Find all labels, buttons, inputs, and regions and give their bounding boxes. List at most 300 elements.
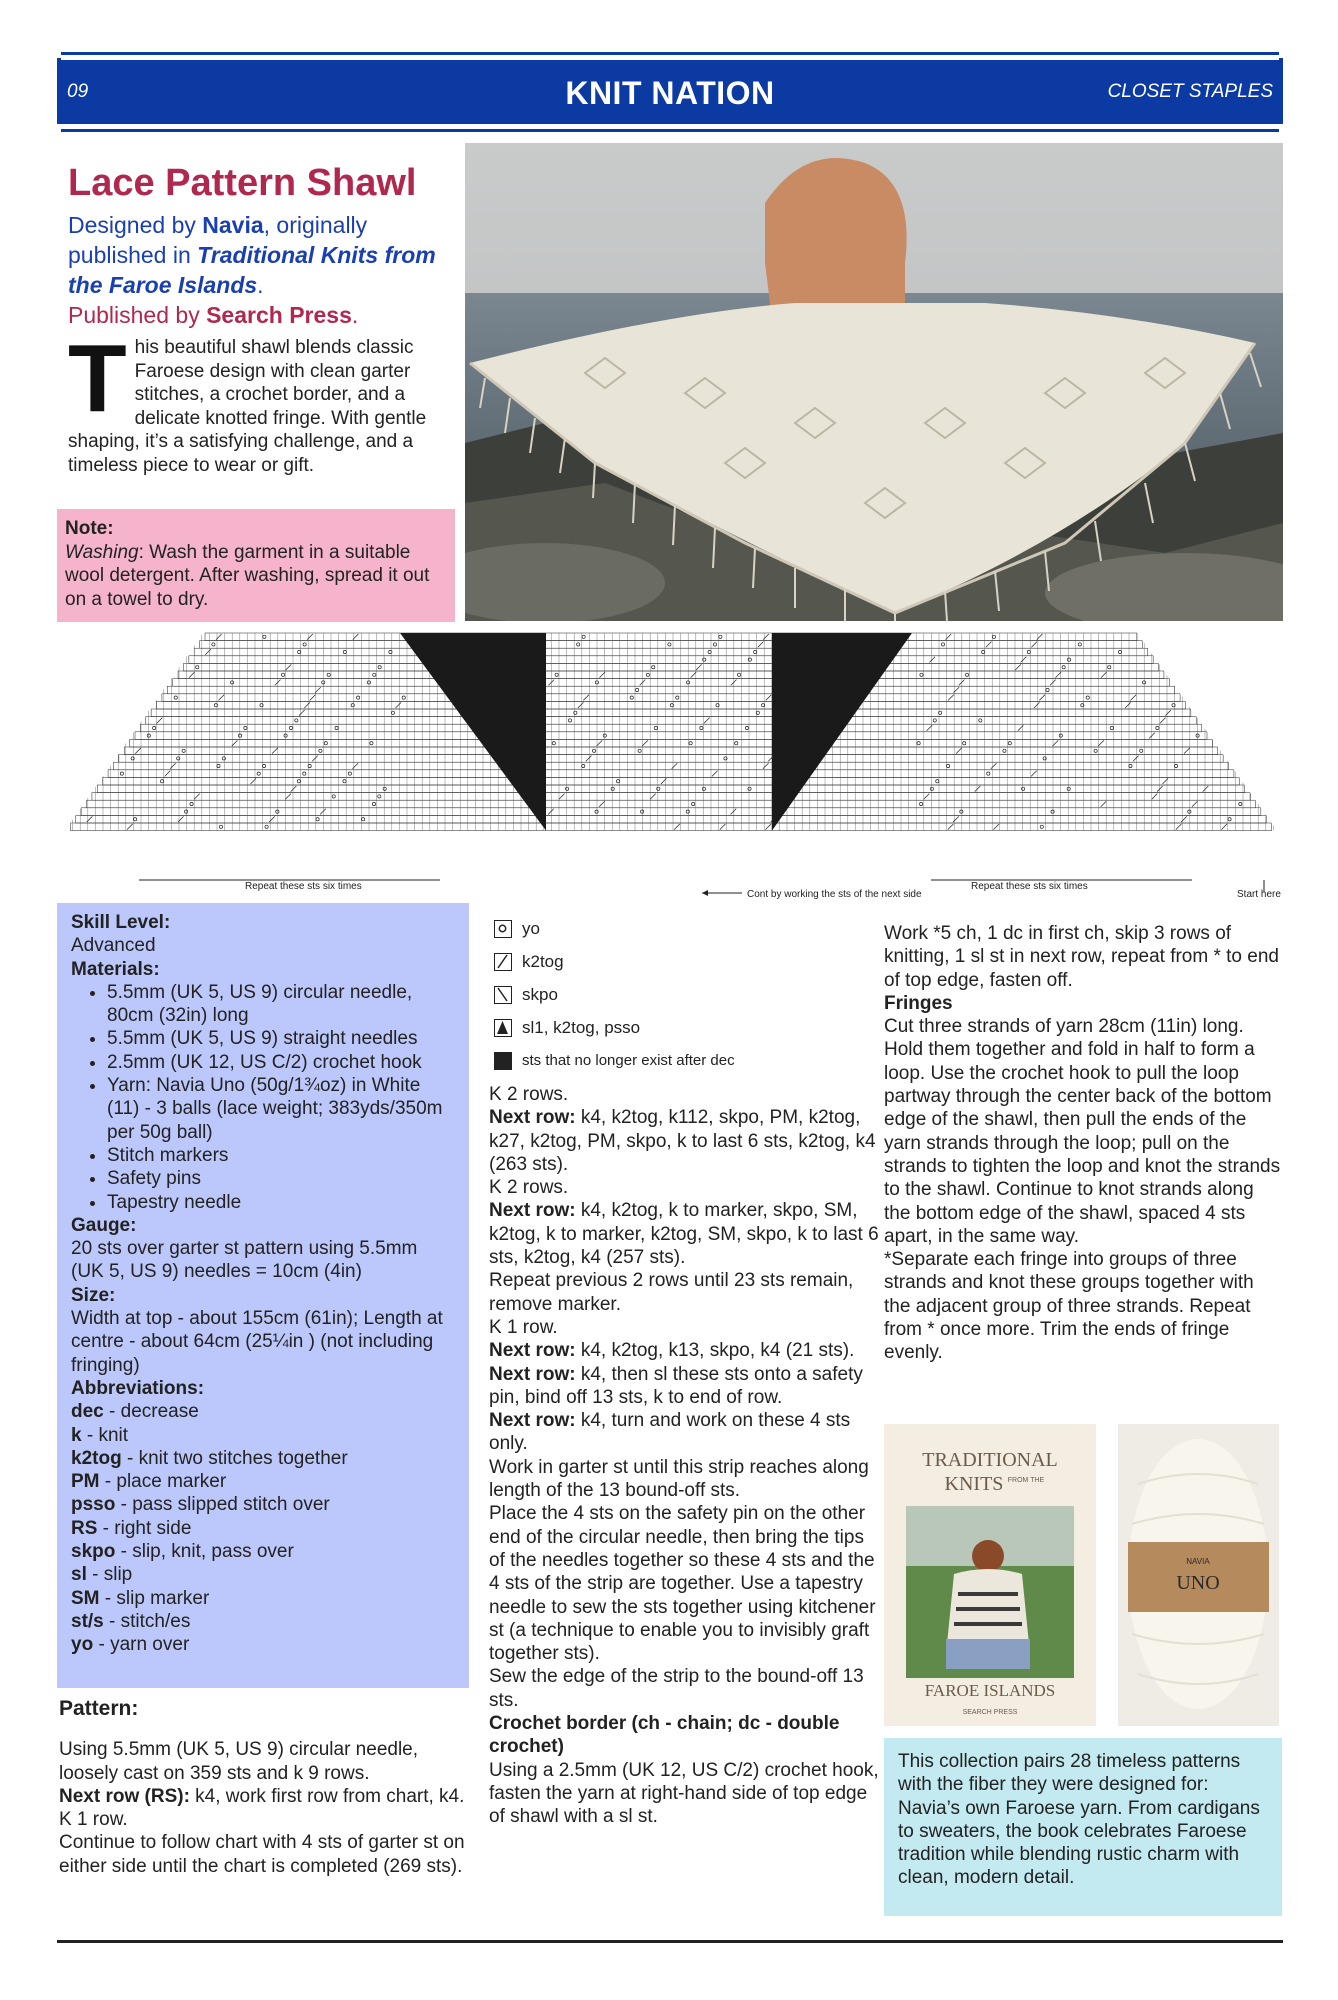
chart-stitch-symbol [586, 756, 592, 762]
chart-stitch-symbol [657, 787, 660, 790]
chart-stitch-symbol [157, 718, 163, 724]
chart-stitch-symbol [1046, 688, 1049, 691]
chart-stitch-symbol [348, 772, 351, 775]
designer-name: Navia [202, 212, 264, 238]
chart-row [124, 747, 1218, 755]
credit-text: , originally published in [68, 212, 368, 268]
finishing-column [884, 922, 1284, 1365]
chart-stitch-symbol [190, 802, 193, 805]
chart-stitch-symbol [1203, 786, 1209, 792]
chart-stitch-symbol [244, 726, 247, 729]
chart-stitch-symbol [708, 650, 711, 653]
chart-stitch-symbol [205, 649, 211, 655]
chart-stitch-symbol [1239, 802, 1242, 805]
abbr-value: - pass slipped stitch over [115, 1494, 330, 1516]
chart-stitch-symbol [212, 643, 215, 646]
crochet-border-heading: Crochet border (ch - chain; dc - double crochet) [489, 1713, 840, 1758]
lead-paragraph [68, 325, 458, 477]
instruction-text: k4, k2tog, k13, skpo, k4 (21 sts). [575, 1340, 855, 1362]
chart-stitch-symbol [1067, 787, 1070, 790]
pattern-para: Continue to follow chart with 4 sts of garter st on either side until the chart is completed (269 sts). [59, 1832, 465, 1877]
chart-stitch-symbol [583, 695, 589, 701]
designer-credit [68, 210, 458, 300]
chart-stitch-symbol [603, 734, 606, 737]
chart-stitch-symbol [616, 780, 619, 783]
chart-stitch-symbol [696, 664, 702, 670]
abbr-value: - slip [86, 1564, 133, 1586]
book-title: Traditional Knits from the Faroe Islands [68, 242, 436, 298]
pattern-para: Using 5.5mm (UK 5, US 9) circular needle, loosely cast on 359 sts and k 9 rows. [59, 1739, 419, 1784]
skill-heading: Skill Level: [71, 912, 171, 933]
chart-stitch-symbol [263, 635, 266, 638]
chart-stitch-symbol [1015, 664, 1021, 670]
chart-stitch-symbol [956, 748, 962, 754]
chart-row [194, 648, 1148, 656]
chart-stitch-symbol [1031, 642, 1037, 648]
chart-row [119, 755, 1223, 763]
chart-stitch-symbol [599, 801, 605, 807]
chart-stitch-symbol [372, 802, 375, 805]
chart-stitch-symbol [719, 635, 722, 638]
chart-stitch-symbol [1062, 666, 1065, 669]
abbreviation-item [71, 1517, 455, 1540]
chart-stitch-symbol [578, 702, 584, 708]
chart-start-label: Start here [1237, 889, 1281, 900]
instruction-text: k4, then sl these sts onto a safety pin, bind off 13 sts, k to end of row. [489, 1363, 863, 1408]
chart-stitch-symbol [641, 810, 644, 813]
yarn-brand: NAVIA [1186, 1557, 1210, 1566]
instruction-label: Next row: [489, 1107, 576, 1129]
chart-stitch-symbol [975, 786, 981, 792]
chart-stitch-symbol [127, 824, 133, 830]
chart-stitch-symbol [568, 719, 571, 722]
chart-stitch-symbol [953, 816, 959, 822]
chart-stitch-symbol [1021, 657, 1027, 663]
chart-stitch-symbol [147, 734, 150, 737]
size-text: Width at top - about 155cm (61in); Length at centre - about 64cm (25¼in ) (not including fringing) [71, 1308, 443, 1376]
abbr-key: dec [71, 1401, 104, 1423]
chart-stitch-symbol [196, 666, 199, 669]
chart-stitch-symbol [320, 809, 326, 815]
chart-stitch-symbol [297, 780, 300, 783]
chart-stitch-symbol [686, 810, 689, 813]
chart-stitch-symbol [754, 650, 757, 653]
materials-item: • 5.5mm (UK 5, US 9) circular needle, 80cm (32in) long [107, 981, 455, 1028]
publisher-credit [68, 300, 458, 330]
chart-stitch-symbol [1228, 818, 1231, 821]
chart-row [81, 808, 1261, 816]
chart-stitch-symbol [960, 810, 963, 813]
abbr-key: st/s [71, 1610, 104, 1632]
chart-stitch-symbol [222, 757, 225, 760]
chart-row [87, 800, 1256, 808]
chart-stitch-symbol [582, 635, 585, 638]
chart-stitch-symbol [595, 810, 598, 813]
chart-stitch-symbol [597, 740, 603, 746]
chart-stitch-symbol [1133, 756, 1139, 762]
pattern-step-label: Next row (RS): [59, 1785, 190, 1807]
chart-stitch-symbol [745, 726, 748, 729]
abbreviation-item [71, 1424, 455, 1447]
chart-stitch-symbol [930, 787, 933, 790]
instruction-line [489, 1199, 879, 1269]
chart-stitch-symbol [689, 742, 692, 745]
abbreviation-item [71, 1400, 455, 1423]
chart-stitch-symbol [257, 772, 260, 775]
chart-row [92, 793, 1250, 801]
instruction-line [489, 1339, 879, 1362]
abbr-value: - yarn over [93, 1634, 190, 1656]
chart-stitch-symbol [1053, 740, 1059, 746]
chart-stitch-symbol [1221, 824, 1227, 830]
yarn-ball-art [1118, 1424, 1279, 1726]
chart-stitch-symbol [135, 748, 141, 754]
chart-stitch-symbol [389, 650, 392, 653]
instruction-line: Sew the edge of the strip to the bound-off 13 sts. [489, 1666, 864, 1711]
chart-stitch-symbol [298, 650, 301, 653]
chart-stitch-symbol [284, 734, 287, 737]
chart-stitch-symbol [1067, 658, 1070, 661]
instruction-label: Next row: [489, 1363, 576, 1385]
note-heading: Note: [65, 518, 114, 539]
book-cover [884, 1424, 1096, 1726]
book-press: SEARCH PRESS [962, 1709, 1018, 1716]
materials-item: • Tapestry needle [107, 1191, 455, 1214]
chart-stitch-symbol [646, 673, 649, 676]
chart-stitch-symbol [1184, 748, 1190, 754]
book-title-line1: TRADITIONAL [922, 1449, 1058, 1471]
no-stitch-icon [494, 1052, 512, 1070]
chart-stitch-symbol [219, 825, 222, 828]
chart-stitch-symbol [1086, 696, 1089, 699]
abbr-value: - slip marker [99, 1587, 210, 1609]
chart-stitch-symbol [758, 642, 764, 648]
chart-stitch-symbol [324, 742, 327, 745]
chart-row [108, 770, 1234, 778]
chart-stitch-symbol [748, 658, 751, 661]
chart-stitch-symbol [1125, 702, 1131, 708]
chart-stitch-symbol [308, 764, 311, 767]
chart-stitch-symbol [566, 787, 569, 790]
chart-stitch-symbol [1101, 672, 1107, 678]
chart-stitch-symbol [272, 748, 278, 754]
chart-stitch-symbol [286, 664, 292, 670]
key-label: k2tog [522, 951, 564, 971]
chart-stitch-symbol [1149, 733, 1155, 739]
chart-stitch-symbol [924, 794, 930, 800]
instruction-line: Using a 2.5mm (UK 12, US C/2) crochet hook, fasten the yarn at right-hand side of top edge of shawl with a sl st. [489, 1759, 879, 1828]
materials-item: • Stitch markers [107, 1144, 455, 1167]
chart-row [113, 762, 1228, 770]
chart-stitch-symbol [178, 816, 184, 822]
chart-stitch-symbol [766, 695, 772, 701]
chart-stitch-symbol [936, 780, 939, 783]
chart-stitch-symbol [232, 740, 238, 746]
chart-stitch-symbol [1156, 726, 1159, 729]
chart-stitch-symbol [1196, 734, 1199, 737]
chart-stitch-symbol [1043, 757, 1046, 760]
instruction-line: K 1 row. [489, 1316, 558, 1338]
chart-stitch-symbol [691, 672, 697, 678]
note-text: : Wash the garment in a suitable wool detergent. After washing, spread it out on a towel to dry. [65, 541, 430, 610]
lead-text: his beautiful shawl blends classic Faroese design with clean garter stitches, a crochet border, and a delicate knotted fringe. With gentle shaping, it’s a satisfying challenge, and a timeless piece to wear or gift. [68, 337, 427, 476]
chart-row [189, 656, 1153, 664]
instruction-line [489, 1409, 879, 1456]
abbr-key: k2tog [71, 1447, 122, 1469]
chart-stitch-symbol [630, 696, 633, 699]
abbr-key: k [71, 1424, 82, 1446]
chart-cont-label: Cont by working the sts of the next side [747, 889, 922, 900]
chart-stitch-symbol [737, 673, 740, 676]
skill-level: Advanced [71, 935, 156, 957]
size-heading: Size: [71, 1284, 116, 1306]
chart-stitch-symbol [217, 764, 220, 767]
chart-stitch-symbol [661, 778, 667, 784]
abbreviation-item [71, 1633, 455, 1656]
chart-stitch-symbol [703, 658, 706, 661]
chart-stitch-symbol [1051, 810, 1054, 813]
chart-repeat-label-right: Repeat these sts six times [971, 881, 1088, 892]
chart-stitch-symbol [917, 742, 920, 745]
yo-icon [494, 920, 512, 938]
chart-stitch-symbol [1162, 778, 1168, 784]
promo-text: This collection pairs 28 timeless patterns with the fiber they were designed for: Navia’s own Faroese yarn. From cardigans to sweaters, the book celebrates Faroese tradition while blending rustic charm with clean, modern detail. [898, 1751, 1260, 1889]
pattern-step-text: k4, work first row from chart, k4. [189, 1785, 465, 1807]
abbreviation-item [71, 1493, 455, 1516]
chart-stitch-symbol [1022, 787, 1025, 790]
chart-stitch-symbol [1098, 740, 1104, 746]
chart-stitch-symbol [652, 666, 655, 669]
abbr-value: - knit two stitches together [121, 1447, 348, 1469]
article-title: Lace Pattern Shawl [68, 162, 417, 204]
instruction-line: Repeat previous 2 rows until 23 sts remain, remove marker. [489, 1270, 854, 1315]
instruction-label: Next row: [489, 1410, 576, 1432]
shawl-photo-image [465, 143, 1283, 621]
chart-stitch-symbol [1031, 771, 1037, 777]
chart-stitch-symbol [310, 695, 316, 701]
chart-stitch-symbol [1101, 801, 1107, 807]
chart-stitch-symbol [87, 816, 93, 822]
chart-stitch-symbol [153, 726, 156, 729]
gauge-heading: Gauge: [71, 1214, 137, 1236]
chart-stitch-symbol [383, 787, 386, 790]
chart-stitch-symbol [327, 673, 330, 676]
chart-stitch-symbol [131, 757, 134, 760]
chart-stitch-symbol [1039, 695, 1045, 701]
chart-stitch-symbol [929, 657, 935, 663]
abbreviation-item [71, 1587, 455, 1610]
chart-stitch-symbol [352, 763, 358, 769]
chart-stitch-symbol [319, 749, 322, 752]
chart-stitch-symbol [1129, 764, 1132, 767]
shawl-photo [465, 143, 1283, 621]
chart-cont-arrowhead [702, 890, 708, 896]
chart-stitch-symbol [668, 643, 671, 646]
chart-stitch-symbol [592, 749, 595, 752]
chart-row [151, 709, 1191, 717]
publisher-text: . [351, 302, 359, 328]
chart-stitch-symbol [1157, 786, 1163, 792]
chart-stitch-symbol [291, 786, 297, 792]
chart-stitch-symbol [1110, 726, 1113, 729]
chart-stitch-symbol [316, 818, 319, 821]
chart-stitch-symbol [692, 802, 695, 805]
chart-stitch-symbol [552, 742, 555, 745]
chart-stitch-symbol [219, 695, 225, 701]
publisher-name: Search Press [206, 302, 352, 328]
yarn-name: UNO [1176, 1572, 1220, 1594]
chart-stitch-symbol [1181, 816, 1187, 822]
abbreviation-item [71, 1610, 455, 1633]
chart-stitch-symbol [704, 718, 710, 724]
chart-stitch-symbol [948, 695, 954, 701]
abbr-value: - decrease [103, 1401, 199, 1423]
chart-stitch-symbol [177, 757, 180, 760]
instruction-line: Place the 4 sts on the safety pin on the other end of the circular needle, then bring the tips of the needles together so these 4 sts and the 4 sts of the strip are together. Use a tapestry needle to sew the sts together using kitchener st (a technique to enable you to invisibly graft together sts). [489, 1503, 876, 1665]
chart-stitch-symbol [265, 825, 268, 828]
key-label: yo [522, 918, 540, 938]
chart-stitch-symbol [304, 702, 310, 708]
chart-stitch-symbol [312, 756, 318, 762]
key-label: sl1, k2tog, psso [522, 1017, 641, 1037]
chart-stitch-symbol [731, 809, 737, 815]
chart-stitch-symbol [343, 650, 346, 653]
publisher-text: Published by [68, 302, 207, 328]
chart-stitch-symbol [933, 719, 936, 722]
chart-stitch-symbol [676, 696, 679, 699]
note-body [65, 541, 447, 612]
chart-stitch-symbol [965, 673, 968, 676]
chart-stitch-symbol [170, 763, 176, 769]
chart-row [70, 823, 1271, 831]
instruction-line: K 2 rows. [489, 1084, 569, 1105]
chart-stitch-symbol [582, 764, 585, 767]
chart-row [130, 739, 1213, 747]
chart-stitch-symbol [992, 635, 995, 638]
instruction-line [489, 1363, 879, 1410]
page-number: 09 [67, 81, 89, 102]
chart-stitch-symbol [189, 672, 195, 678]
chart-row [178, 671, 1164, 679]
chart-stitch-symbol [724, 757, 727, 760]
chart-row [103, 777, 1240, 785]
book-subtitle: FAROE ISLANDS [924, 1681, 1056, 1700]
chart-stitch-symbol [289, 726, 292, 729]
fringes-heading-text: Fringes [884, 992, 953, 1014]
key-row-k2tog [494, 945, 894, 978]
book-title-line2: KNITS [944, 1473, 1004, 1495]
chart-stitch-symbol [1131, 695, 1137, 701]
chart-stitch-symbol [920, 673, 923, 676]
chart-stitch-symbol [763, 763, 769, 769]
chart-stitch-symbol [993, 824, 999, 830]
article-intro [68, 160, 458, 477]
chart-row [140, 724, 1201, 732]
abbr-value: - knit [81, 1424, 129, 1446]
instruction-text: k4, k2tog, k112, skpo, PM, k2tog, k27, k2tog, PM, skpo, k to last 6 sts, k2tog, k4 (263 sts). [489, 1107, 876, 1175]
footer-rule [57, 1940, 1283, 1943]
chart-stitch-symbol [636, 688, 639, 691]
abbr-value: - place marker [99, 1471, 227, 1493]
abbr-key: yo [71, 1634, 94, 1656]
instructions-column [489, 1083, 879, 1829]
chart-key [494, 912, 894, 1077]
materials-item: • Safety pins [107, 1167, 455, 1190]
chart-stitch-symbol [120, 772, 123, 775]
chart-stitch-symbol [611, 787, 614, 790]
key-row-no-stitch [494, 1044, 894, 1077]
instruction-heading [489, 1712, 879, 1759]
chart-stitch-symbol [295, 719, 298, 722]
chart-stitch-symbol [160, 780, 163, 783]
chart-stitch-symbol [1108, 666, 1111, 669]
chart-stitch-symbol [1059, 734, 1062, 737]
chart-row [135, 732, 1207, 740]
abbr-key: skpo [71, 1541, 116, 1563]
chart-stitch-symbol [920, 802, 923, 805]
chart-stitch-symbol [1008, 742, 1011, 745]
abbreviation-item [71, 1470, 455, 1493]
instruction-text: k4, turn and work on these 4 sts only. [489, 1410, 851, 1455]
chart-stitch-symbol [1034, 702, 1040, 708]
chart-stitch-symbol [987, 772, 990, 775]
chart-stitch-symbol [638, 749, 641, 752]
chart-stitch-symbol [1140, 749, 1143, 752]
instruction-label: Next row: [489, 1200, 576, 1222]
fringes-heading [884, 992, 1284, 1015]
chart-stitch-symbol [165, 771, 171, 777]
collection-promo [884, 1738, 1282, 1916]
key-row-skpo [494, 978, 894, 1011]
chart-stitch-symbol [1027, 650, 1030, 653]
chart-stitch-symbol [1192, 801, 1198, 807]
chart-stitch-symbol [700, 726, 703, 729]
chart-stitch-symbol [1176, 824, 1182, 830]
chart-stitch-symbol [577, 643, 580, 646]
chart-row [183, 663, 1158, 671]
book-cover-art [884, 1424, 1096, 1726]
washing-note [57, 509, 455, 622]
chart-stitch-symbol [362, 818, 365, 821]
skpo-icon [494, 986, 512, 1004]
note-label: Washing [65, 541, 139, 563]
abbreviation-item [71, 1540, 455, 1563]
chart-stitch-symbol [174, 696, 177, 699]
chart-stitch-symbol [1118, 650, 1121, 653]
chart-stitch-symbol [357, 696, 360, 699]
chart-stitch-symbol [642, 740, 648, 746]
chart-stitch-symbol [332, 795, 335, 798]
chart-row [205, 633, 1137, 641]
abbr-key: sl [71, 1564, 87, 1586]
chart-stitch-symbol [343, 780, 346, 783]
chart-stitch-symbol [982, 650, 985, 653]
chart-stitch-symbol [1165, 710, 1171, 716]
chart-row [146, 717, 1196, 725]
lace-chart [57, 630, 1283, 902]
pattern-section [59, 1697, 469, 1878]
pattern-para [59, 1785, 469, 1808]
chart-row [97, 785, 1244, 793]
abbreviation-item [71, 1563, 455, 1586]
chart-stitch-symbol [986, 642, 992, 648]
chart-row [173, 679, 1170, 687]
chart-stitch-symbol [650, 794, 656, 800]
book-title-from: FROM THE [1007, 1477, 1045, 1484]
chart-stitch-symbol [194, 794, 200, 800]
chart-stitch-symbol [402, 696, 405, 699]
chart-stitch-symbol [555, 673, 558, 676]
